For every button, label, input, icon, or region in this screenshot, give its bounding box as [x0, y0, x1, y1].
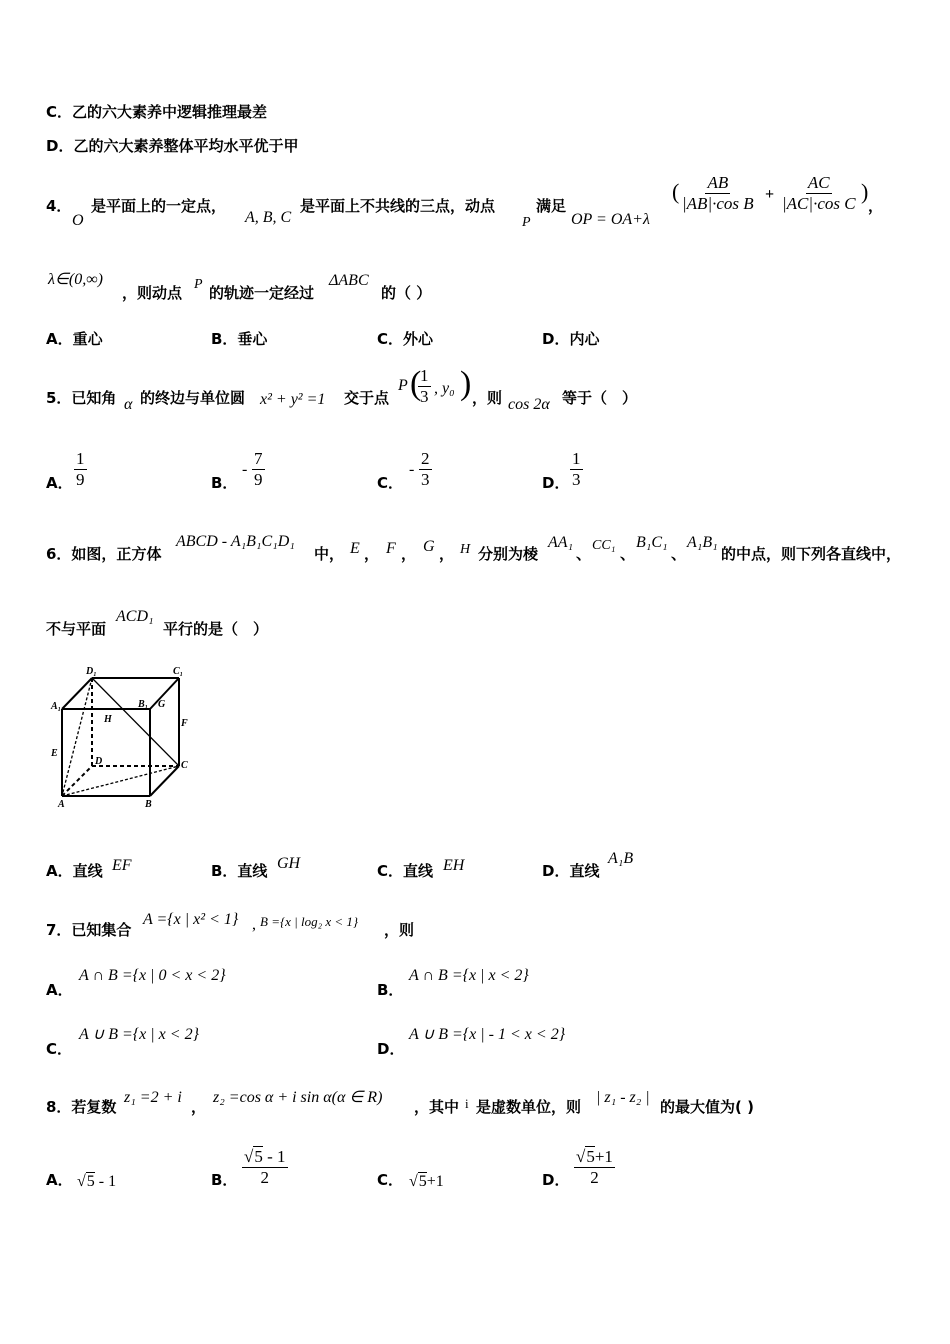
q5-c-denominator: 3 — [421, 470, 430, 489]
q4-frac2-numerator: AC — [807, 173, 830, 192]
q6-text-1: 6．如图，正方体 — [46, 545, 162, 563]
q5-option-c-label: C． — [377, 474, 404, 492]
q6-edge-cc1: CC₁ — [592, 538, 616, 553]
q8-option-c-label: C． — [377, 1171, 404, 1189]
label-d: D — [95, 756, 103, 767]
q6-point-f: F — [386, 540, 396, 557]
q5-y0: , y₀ — [434, 380, 455, 397]
q4-text-1: 是平面上的一定点， — [91, 197, 227, 215]
q7-comma: , — [252, 916, 256, 933]
q4-paren-close: ) — [861, 179, 869, 204]
q8-z1: z₁ =2 + i — [124, 1089, 182, 1106]
q6-dun-2: 、 — [620, 545, 636, 563]
q4-point-p: P — [522, 215, 531, 230]
q5-option-b-label: B． — [211, 474, 238, 492]
q4-fraction-ab — [680, 173, 756, 214]
q4-text-4: ，则动点 — [122, 284, 183, 302]
q6-point-e: E — [350, 540, 360, 557]
q4-number: 4． — [46, 197, 72, 215]
q6-sep-1: ， — [364, 545, 380, 563]
q7-option-d-label: D． — [377, 1040, 405, 1058]
q8-sep: ， — [191, 1098, 207, 1116]
q5-text-5: 等于（ ） — [562, 389, 638, 407]
q6-point-g: G — [423, 538, 435, 555]
q4-frac2-denominator: |AC|·cos C — [782, 194, 856, 213]
label-a1: A₁ — [51, 701, 62, 712]
q8-text-2: ，其中 — [414, 1098, 460, 1116]
q6-option-d: D．直线 — [542, 862, 600, 880]
q5-option-d-label: D． — [542, 474, 570, 492]
q5-cos2alpha: cos 2α — [508, 396, 550, 413]
q6-cube-figure — [48, 664, 198, 810]
q8-abs-expression: | z₁ - z₂ | — [596, 1089, 650, 1106]
q6-text-2: 中， — [314, 545, 345, 563]
q8-c-rest: +1 — [426, 1173, 444, 1190]
line-d1a — [62, 678, 92, 796]
q7-option-d-value: A ∪ B ={x | - 1 < x < 2} — [409, 1026, 566, 1043]
q6-cube-name: ABCD - A₁B₁C₁D₁ — [176, 533, 295, 550]
q5-a-numerator: 1 — [76, 449, 85, 468]
q8-c-radicand: 5 — [418, 1173, 427, 1190]
label-e: E — [51, 748, 58, 759]
q5-d-numerator: 1 — [572, 449, 581, 468]
q5-paren-left: ( — [410, 365, 422, 402]
q6-sep-2: ， — [401, 545, 417, 563]
q5-text-3: 交于点 — [344, 389, 390, 407]
q5-paren-right: ) — [460, 365, 472, 402]
q5-c-sign: - — [409, 461, 415, 478]
q7-option-b-value: A ∩ B ={x | x < 2} — [409, 967, 529, 984]
q6-text-3: 分别为棱 — [478, 545, 539, 563]
q8-z2: z₂ =cos α + i sin α(α ∈ R) — [213, 1089, 383, 1106]
q5-b-denominator: 9 — [254, 470, 263, 489]
q4-plus: + — [765, 186, 775, 203]
q4-frac1-numerator: AB — [707, 173, 729, 192]
q5-c-numerator: 2 — [421, 449, 430, 468]
q6-text-6: 平行的是（ ） — [163, 620, 269, 638]
q7-option-b-label: B． — [377, 981, 404, 999]
q5-b-sign: - — [242, 461, 248, 478]
q4-triangle: ΔABC — [329, 272, 369, 289]
label-f: F — [181, 718, 188, 729]
q8-option-c-value: √5+1 — [409, 1173, 444, 1190]
q5-text-2: 的终边与单位圆 — [140, 389, 246, 407]
q8-a-rest: - 1 — [98, 1173, 117, 1190]
q8-imag-unit: i — [465, 1096, 469, 1111]
edge-bc — [150, 766, 179, 796]
label-b: B — [145, 799, 152, 810]
q5-point-x-fraction — [418, 366, 431, 407]
q8-option-d-label: D． — [542, 1171, 570, 1189]
q6-text-5: 不与平面 — [46, 620, 107, 638]
q8-option-b-value — [242, 1147, 288, 1188]
q8-option-a-value: √5 - 1 — [77, 1173, 117, 1190]
q4-text-3: 满足 — [536, 197, 567, 215]
q5-option-b-value — [252, 449, 265, 490]
line-ac — [62, 766, 179, 796]
q8-b-denominator: 2 — [260, 1168, 269, 1187]
q5-a-denominator: 9 — [76, 470, 85, 489]
q8-b-numerator: √5 - 1 — [244, 1147, 286, 1166]
q4-point-o: O — [72, 212, 84, 229]
q6-option-a: A．直线 — [46, 862, 103, 880]
q8-d-numerator: √5+1 — [576, 1147, 613, 1166]
q4-text-6: 的（ ） — [381, 284, 432, 302]
q4-option-b: B．垂心 — [211, 330, 268, 348]
q6-dun-3: 、 — [671, 545, 687, 563]
q5-text-4: ，则 — [472, 389, 503, 407]
q5-option-c-value — [419, 449, 432, 490]
q6-option-c: C．直线 — [377, 862, 434, 880]
q3-option-d: D．乙的六大素养整体平均水平优于甲 — [46, 137, 299, 155]
q5-option-d-value — [570, 449, 583, 490]
label-a: A — [58, 799, 65, 810]
q4-frac1-denominator: |AB|·cos B — [682, 194, 754, 213]
q5-d-denominator: 3 — [572, 470, 581, 489]
q5-px-denominator: 3 — [420, 387, 429, 406]
q7-option-a-label: A． — [46, 981, 73, 999]
q6-option-b-line: GH — [277, 855, 301, 872]
q6-edge-aa1: AA₁ — [548, 534, 574, 551]
q4-fraction-ac — [780, 173, 858, 214]
q7-text-1: 7．已知集合 — [46, 921, 132, 939]
q6-point-h: H — [460, 542, 471, 557]
q4-point-p2: P — [194, 277, 203, 292]
q6-dun-1: 、 — [576, 545, 592, 563]
q8-d-denominator: 2 — [590, 1168, 599, 1187]
q4-text-5: 的轨迹一定经过 — [209, 284, 315, 302]
q3-option-c: C．乙的六大素养中逻辑推理最差 — [46, 103, 268, 121]
q7-option-c-value: A ∪ B ={x | x < 2} — [79, 1026, 199, 1043]
q4-vector-equation: OP = OA+λ — [571, 211, 650, 228]
q7-set-a: A ={x | x² < 1} — [143, 911, 239, 928]
q8-option-b-label: B． — [211, 1171, 238, 1189]
q6-edge-a1b1: A₁B₁ — [687, 534, 718, 551]
q4-option-a: A．重心 — [46, 330, 103, 348]
q4-option-d: D．内心 — [542, 330, 600, 348]
q6-option-b: B．直线 — [211, 862, 268, 880]
q7-set-b: B ={x | log₂ x < 1} — [260, 914, 359, 929]
q4-text-2: 是平面上不共线的三点，动点 — [300, 197, 496, 215]
q5-option-a-label: A． — [46, 474, 73, 492]
q5-b-numerator: 7 — [254, 449, 263, 468]
q5-px-numerator: 1 — [420, 366, 429, 385]
q8-option-a-label: A． — [46, 1171, 73, 1189]
label-c: C — [181, 760, 188, 771]
q4-option-c: C．外心 — [377, 330, 434, 348]
q5-alpha: α — [124, 396, 133, 413]
q8-d-radicand: 5 — [586, 1147, 595, 1166]
q8-option-d-value — [574, 1147, 615, 1188]
label-d1: D₁ — [86, 666, 97, 677]
q5-option-a-value — [74, 449, 87, 490]
q4-paren-open: ( — [672, 179, 680, 204]
q4-comma: ， — [868, 197, 884, 215]
q6-sep-3: ， — [439, 545, 455, 563]
q7-option-c-label: C． — [46, 1040, 73, 1058]
q6-option-a-line: EF — [112, 857, 132, 874]
q8-a-radicand: 5 — [86, 1173, 95, 1190]
q8-text-1: 8．若复数 — [46, 1098, 117, 1116]
q6-option-d-line: A₁B — [608, 850, 634, 867]
q8-text-3: 是虚数单位，则 — [476, 1098, 582, 1116]
label-b1: B₁ — [138, 699, 149, 710]
q8-d-rest: +1 — [594, 1147, 613, 1166]
label-h: H — [104, 714, 112, 725]
q5-text-1: 5．已知角 — [46, 389, 117, 407]
q6-plane: ACD₁ — [116, 608, 154, 625]
q6-option-c-line: EH — [443, 857, 465, 874]
q8-b-radicand: 5 — [254, 1147, 263, 1166]
q7-option-a-value: A ∩ B ={x | 0 < x < 2} — [79, 967, 226, 984]
q5-unit-circle: x² + y² =1 — [260, 391, 326, 408]
q8-text-4: 的最大值为( ) — [660, 1098, 754, 1116]
q5-point-p: P — [398, 377, 408, 394]
q4-lambda-range: λ∈(0,∞) — [48, 271, 103, 288]
q6-text-4: 的中点，则下列各直线中， — [721, 545, 902, 563]
label-g: G — [158, 699, 166, 710]
q7-text-2: ，则 — [384, 921, 415, 939]
q8-b-rest: - 1 — [267, 1147, 286, 1166]
q6-edge-b1c1: B₁C₁ — [636, 534, 668, 551]
label-c1: C₁ — [173, 666, 184, 677]
q4-points-abc: A, B, C — [245, 209, 292, 226]
